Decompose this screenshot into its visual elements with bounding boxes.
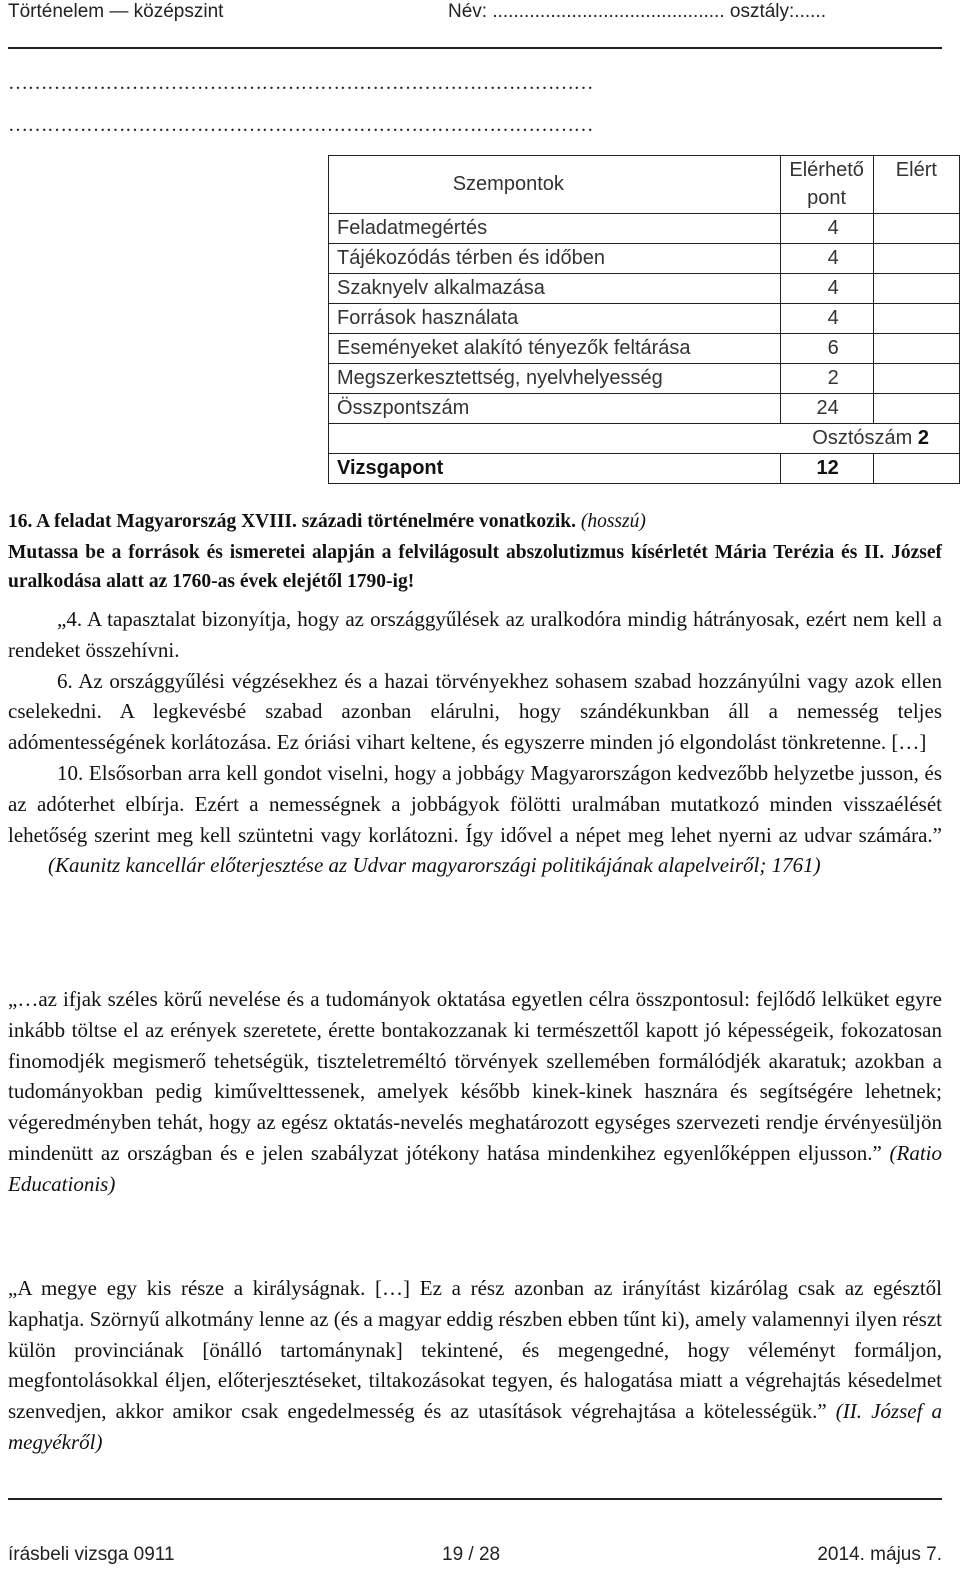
exam-points-max: 12 (780, 454, 873, 484)
criterion-label: Szaknyelv alkalmazása (329, 274, 781, 304)
page-header (8, 0, 942, 28)
criterion-earned-points[interactable] (873, 304, 959, 334)
divisor-value: 2 (917, 427, 929, 449)
table-row (329, 364, 960, 394)
criteria-header: Szempontok (329, 156, 781, 214)
header-rule (8, 47, 942, 49)
criterion-earned-points[interactable] (873, 274, 959, 304)
total-label: Összpontszám (329, 394, 781, 424)
criterion-label: Források használata (329, 304, 781, 334)
criterion-max-points: 4 (780, 304, 873, 334)
task-intro: 16. A feladat Magyarország XVIII. századi történelmére vonatkozik. (8, 511, 576, 532)
task-prompt-continued: József uralkodása alatt az 1760-as évek elejétől 1790-ig! (8, 541, 943, 592)
table-row (329, 394, 960, 424)
criterion-label: Eseményeket alakító tényezők feltárása (329, 334, 781, 364)
earned-points-header-blank (873, 184, 959, 214)
footer-date: 2014. május 7. (817, 1544, 942, 1565)
divisor-label: Osztószám (812, 427, 913, 449)
score-table (328, 155, 960, 484)
divisor-row (329, 424, 960, 454)
header-subject: Történelem — középszint (8, 1, 224, 22)
source-kaunitz-citation: (Kaunitz kancellár előterjesztése az Udvar magyarországi politikájának alapelveiről; 1761) (48, 853, 821, 878)
exam-points-row (329, 454, 960, 484)
criterion-earned-points[interactable] (873, 244, 959, 274)
source-kaunitz-point-4: „4. A tapasztalat bizonyítja, hogy az országgyűlések az uralkodóra mindig hátrányosak, ezért nem kell a rendeket összehívni. (8, 607, 942, 662)
footer-rule (8, 1498, 942, 1500)
answer-dotted-line[interactable]: ……………………………………………………………………………… (8, 114, 593, 136)
header-name-class-field[interactable]: Név: ............................................ osztály:...... (448, 1, 826, 22)
criterion-max-points: 2 (780, 364, 873, 394)
table-row (329, 244, 960, 274)
task-prompt: Mutassa be a források és ismeretei alapján a felvilágosult abszolutizmus kísérletét Mária Terézia és II. (8, 541, 885, 563)
table-row (329, 274, 960, 304)
task-statement (8, 507, 942, 597)
source-ratio-text: „…az ifjak széles körű nevelése és a tudományok oktatása egyetlen célra összpontosul: fejlődő lelküket egyre inkább töltse el az erények szeretete, érette bontakozzanak ki természettől kapott jó képességeik, fokozatosan finomodjék megismerő tehetségük, tiszteletreméltó törvények szellemében formálódjék akaratuk; azokban a tudományokban pedig kiművelttessenek, amelyek később kinek-kinek hasznára és segítségére lehetnek; végeredményben tehát, hogy az egész oktatás-nevelés meghatározott egységes szervezeti rendje érvényesüljön mindenütt az országban és e jelen szabályzat jótékony hatása mindenkihez egyenlőképpen eljusson.” (8, 987, 942, 1165)
criterion-max-points: 4 (780, 244, 873, 274)
criterion-earned-points[interactable] (873, 334, 959, 364)
score-table-head (329, 156, 960, 185)
source-joseph-text: „A megye egy kis része a királyságnak. […] Ez a rész azonban az irányítást kizárólag csak az egésztől kaphatja. Szörnyű alkotmány lenne az (és a magyar eddig részben ebben tűnt ki), amely valamennyi ilyen részt külön provinciának [önálló tartománynak] tekintené, és megengedné, hogy véleményt formáljon, megfontolásokkal éljen, előterjesztéseket, tiltakozásokat tegyen, és halogatása miatt a végrehajtás késedelmet szenvedjen, akkor amikor csak engedelmesség és az utasítások végrehajtása a kötelességük.” (8, 1276, 942, 1424)
max-points-header: Elérhető (780, 156, 873, 185)
source-joseph-counties (8, 1273, 942, 1458)
total-earned-points[interactable] (873, 394, 959, 424)
footer-exam-code: írásbeli vizsga 0911 (8, 1544, 175, 1565)
source-ratio-citation: (Ratio Educationis) (8, 1140, 942, 1196)
table-row (329, 214, 960, 244)
max-points-header-unit: pont (780, 184, 873, 214)
criterion-label: Feladatmegértés (329, 214, 781, 244)
table-row (329, 304, 960, 334)
task-type: (hosszú) (580, 511, 646, 532)
criterion-earned-points[interactable] (873, 364, 959, 394)
source-kaunitz-point-6: 6. Az országgyűlési végzésekhez és a hazai törvényekhez sohasem szabad hozzányúlni vagy azok ellen cselekedni. A legkevésbé szabad azonban elárulni, hogy szándékunkban áll a nemesség teljes adómentességének korlátozása. Ez óriási vihart keltene, és egyszerre minden jó elgondolást tönkretenne. […] (8, 668, 942, 755)
criterion-max-points: 6 (780, 334, 873, 364)
answer-dotted-line[interactable]: ……………………………………………………………………………… (8, 72, 593, 94)
exam-points-earned[interactable] (873, 454, 959, 484)
source-kaunitz (8, 604, 942, 881)
footer-page-number: 19 / 28 (442, 1544, 501, 1565)
source-joseph-citation: (II. József a megyékről) (8, 1399, 943, 1454)
criterion-max-points: 4 (780, 274, 873, 304)
exam-points-label: Vizsgapont (329, 454, 781, 484)
earned-points-header: Elért (873, 156, 959, 185)
total-max-points: 24 (780, 394, 873, 424)
criterion-max-points: 4 (780, 214, 873, 244)
source-kaunitz-point-10: 10. Elsősorban arra kell gondot viselni, hogy a jobbágy Magyarországon kedvezőbb helyzetbe jusson, és az adóterhet elbírja. Ezért a nemességnek a jobbágyok fölötti uralmában mutatkozó minden visszaélését lehetőség szerint meg kell szüntetni vagy korlátozni. Így idővel a népet meg lehet nyerni az udvar számára.” (8, 760, 942, 847)
criterion-earned-points[interactable] (873, 214, 959, 244)
criterion-label: Megszerkesztettség, nyelvhelyesség (329, 364, 781, 394)
criterion-label: Tájékozódás térben és időben (329, 244, 781, 274)
table-row (329, 334, 960, 364)
source-ratio-educationis (8, 984, 942, 1200)
